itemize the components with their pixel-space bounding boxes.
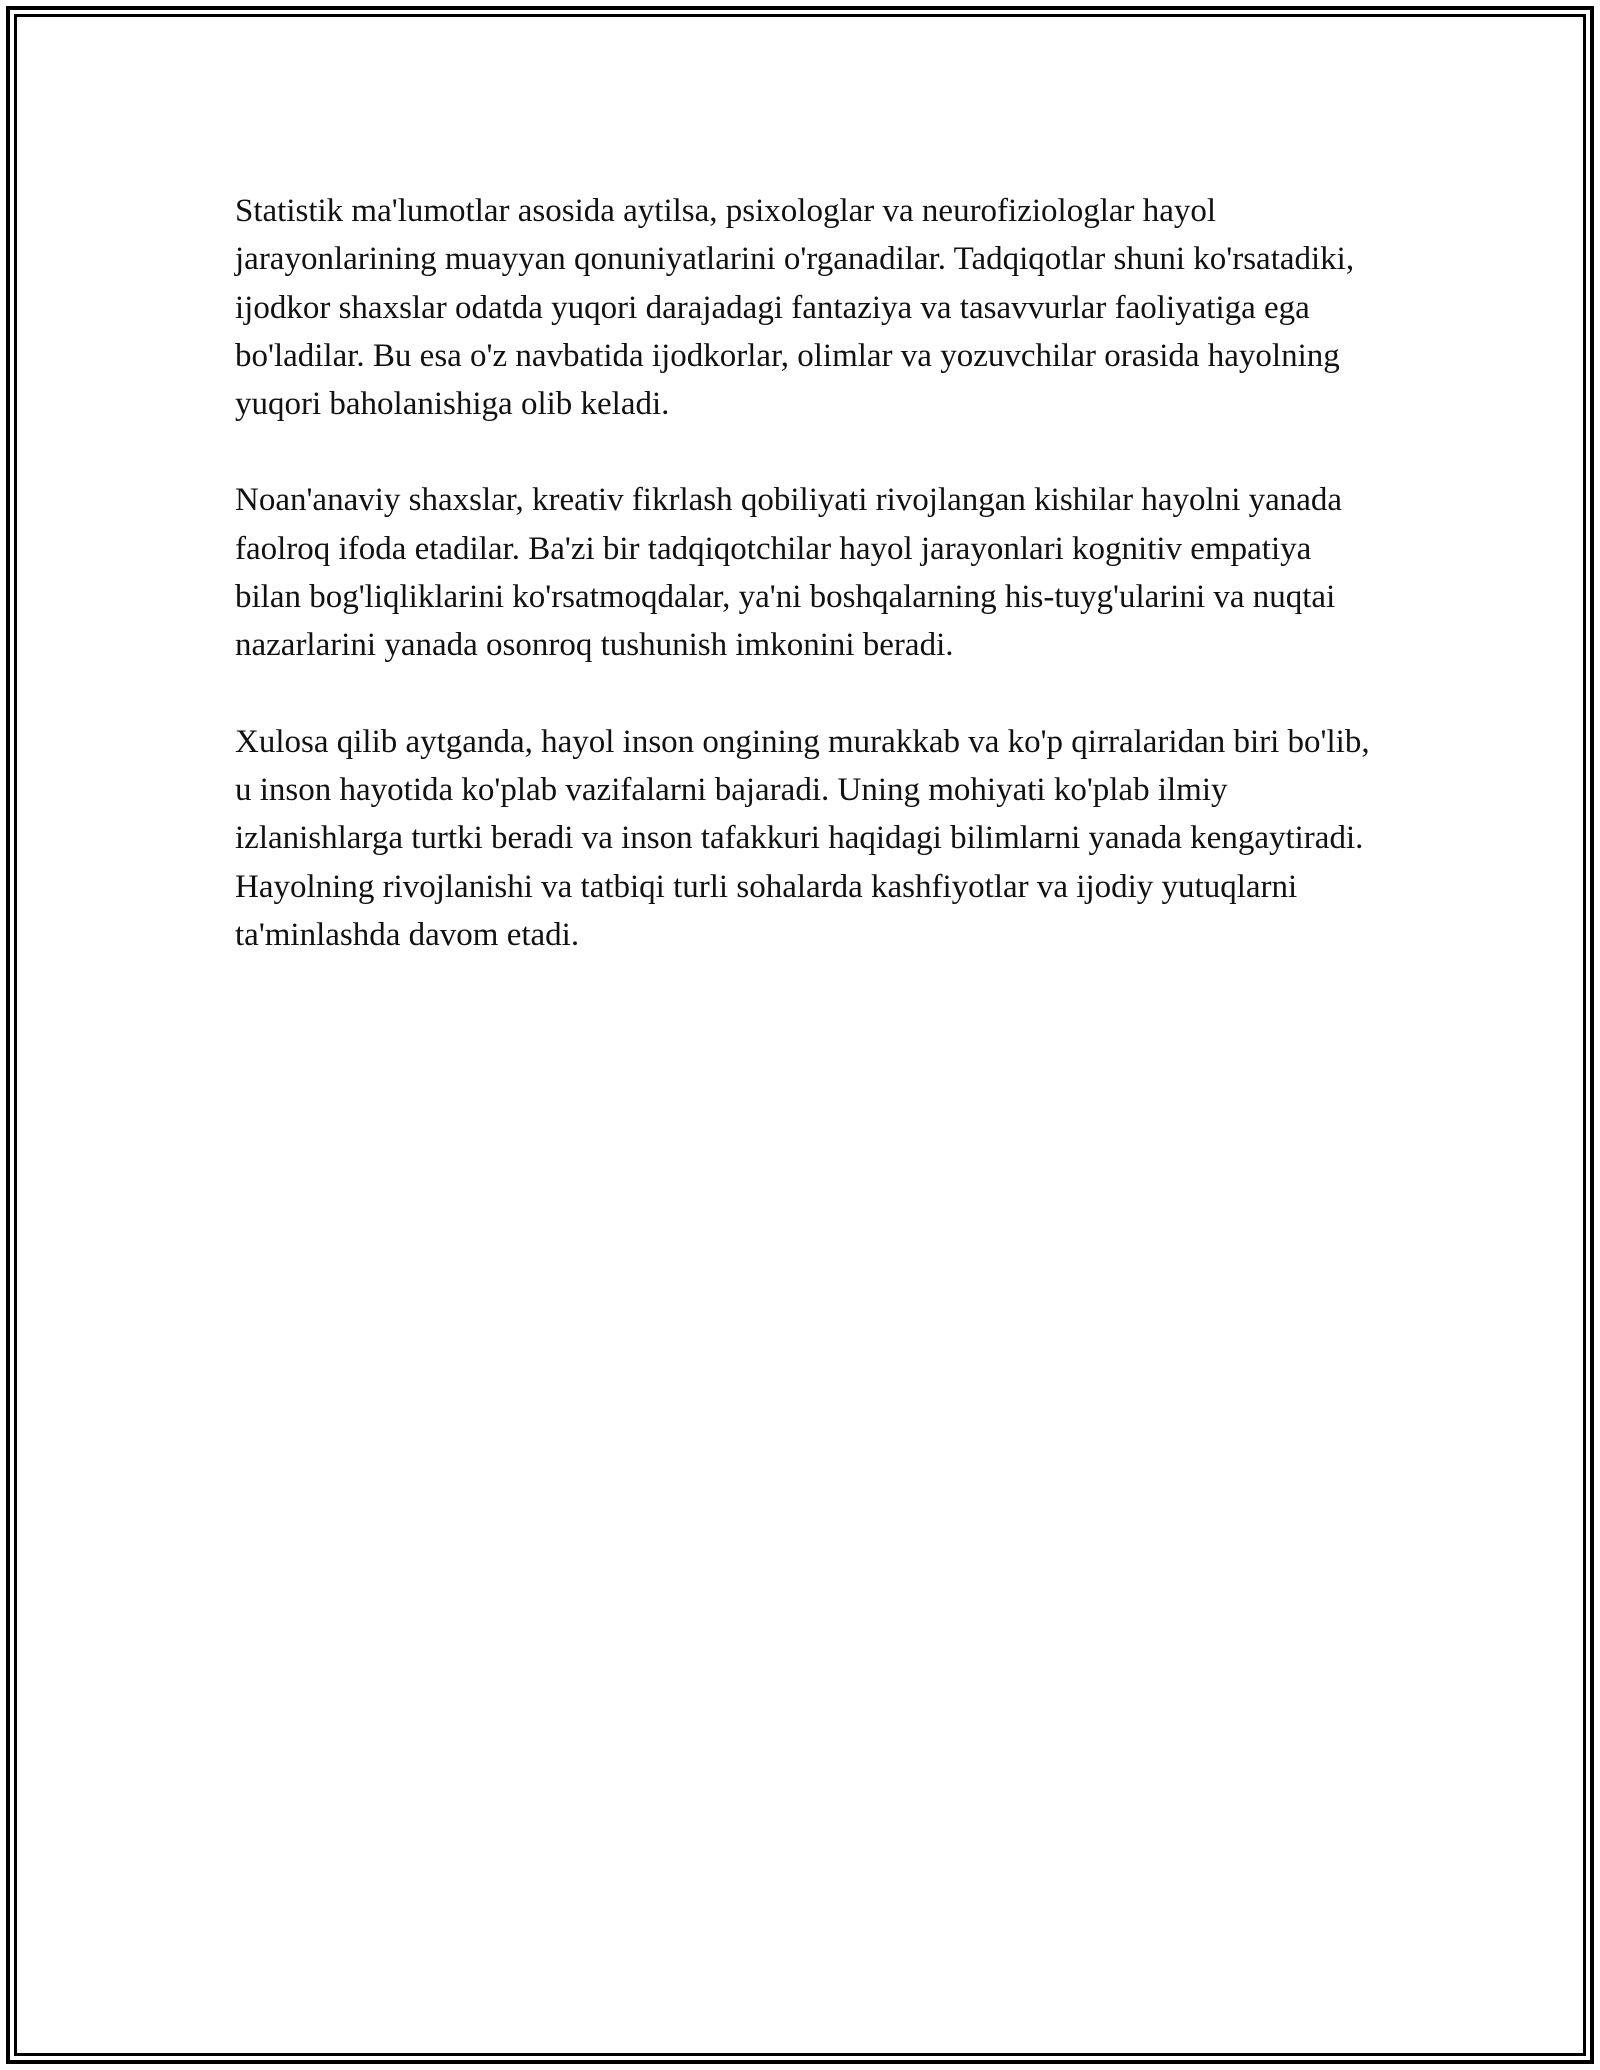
paragraph-1: Statistik ma'lumotlar asosida aytilsa, psixologlar va neurofiziologlar hayol jarayonlarining muayyan qonuniyatlarini o'rganadilar. Tadqiqotlar shuni ko'rsatadiki, ijodkor shaxslar odatda yuqori darajadagi fantaziya va tasavvurlar faoliyatiga ega bo'ladilar. Bu esa o'z navbatida ijodkorlar, olimlar va yozuvchilar orasida hayolning yuqori baholanishiga olib keladi. [235,193,1355,423]
paragraph-2: Noan'anaviy shaxslar, kreativ fikrlash qobiliyati rivojlangan kishilar hayolni yanada faolroq ifoda etadilar. Ba'zi bir tadqiqotchilar hayol jarayonlari kognitiv empatiya bilan bog'liqliklarini ko'rsatmoqdalar, ya'ni boshqalarning his-tuyg'ularini va nuqtai nazarlarini yanada osonroq tushunish imkonini beradi. [235,482,1343,664]
paragraph-3: Xulosa qilib aytganda, hayol inson ongining murakkab va ko'p qirralaridan biri bo'lib, u inson hayotida ko'plab vazifalarni bajaradi. Uning mohiyati ko'plab ilmiy izlanishlarga turtki beradi va inson tafakkuri haqidagi bilimlarni yanada kengaytiradi. Hayolning rivojlanishi va tatbiqi turli sohalarda kashfiyotlar va ijodiy yutuqlarni ta'minlashda davom etadi. [235,723,1370,953]
document-body [235,187,1385,1007]
